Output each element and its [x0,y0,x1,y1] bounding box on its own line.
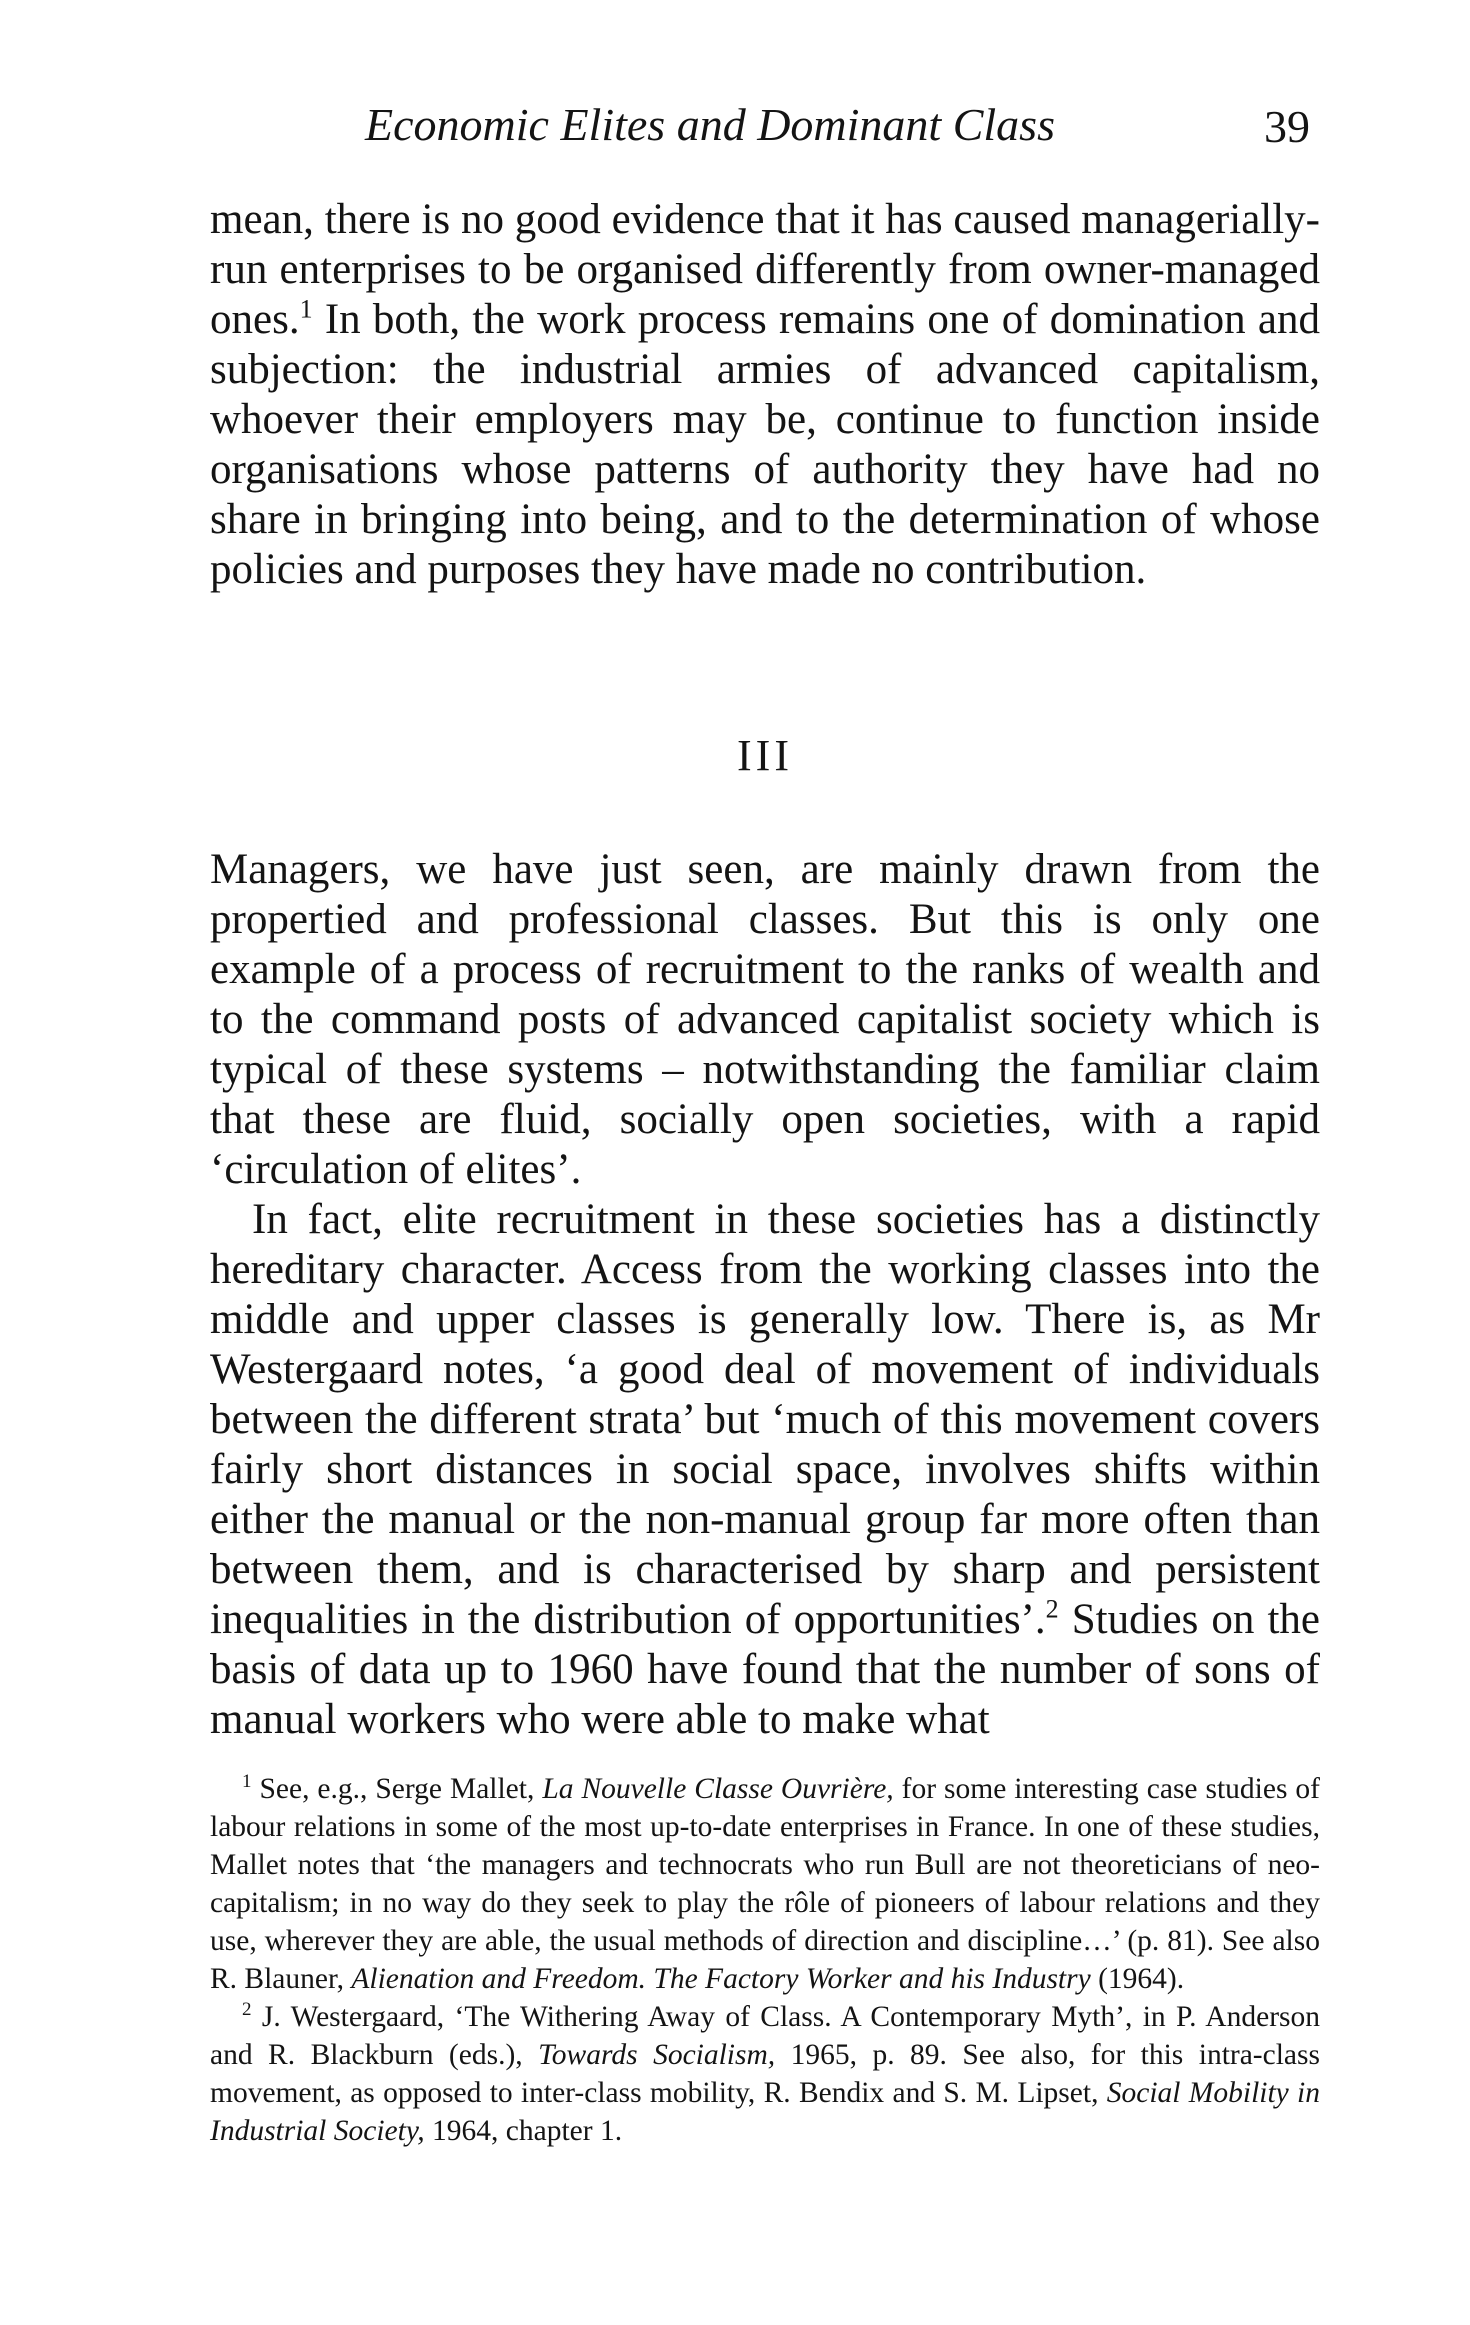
footnote-marker: 2 [242,1999,252,2021]
footnote-text: for some interesting case studies of labour relations in some of the most up-to-date enterprises in France. In one of these studies, Mallet notes that ‘the managers and technocrats who run Bull are not theoreticians of neo-capitalism; in no way do they seek to play the rôle of pioneers of labour relations and they use, wherever they are able, the usual methods of direction and discipline…’ (p. 81). See also R. Blauner, [210,1773,1320,1995]
footnotes [210,1770,1320,2150]
footnote-text: 1964, chapter 1. [424,2115,623,2147]
cited-title: Social Mobility in Industrial Society, [210,2077,1320,2147]
paragraph-text: Studies on the basis of data up to 1960 have found that the number of sons of manual workers who were able to make what [210,1596,1320,1743]
footnote-marker: 1 [242,1771,252,1793]
paragraph [210,1195,1320,1745]
footnote-ref-1: 1 [299,294,313,324]
footnote-ref-2: 2 [1045,1594,1059,1624]
paragraph-text: mean, there is no good evidence that it has caused managerially-run enterprises to be organised differently from owner-managed ones. [210,196,1320,343]
cited-title: Towards Socialism, [538,2039,776,2071]
paragraph-text: In fact, elite recruitment in these societies has a distinctly hereditary character. Access from the working classes into the middle and upper classes is generally low. There is, as Mr Westergaard notes, ‘a good deal of movement of individuals between the different strata’ but ‘much of this movement covers fairly short distances in social space, involves shifts within either the manual or the non-manual group far more often than between them, and is characterised by sharp and persistent inequalities in the distribution of opportunities’. [210,1196,1320,1643]
footnote-1 [210,1770,1320,1998]
page-header [100,88,1320,158]
page-number: 39 [1264,101,1310,152]
footnote-text: (1964). [1090,1963,1185,1995]
running-title: Economic Elites and Dominant Class [365,99,1055,150]
cited-title: Alienation and Freedom. The Factory Worker and his Industry [351,1963,1091,1995]
section-body [210,845,1320,1745]
paragraph-continuation [210,195,1320,595]
section-heading: III [737,731,793,780]
cited-title: La Nouvelle Classe Ouvrière, [542,1773,894,1805]
paragraph: Managers, we have just seen, are mainly drawn from the propertied and professional classes. But this is only one example of a process of recruitment to the ranks of wealth and to the command posts of advanced capitalist society which is typical of these systems – notwithstanding the familiar claim that these are fluid, socially open societies, with a rapid ‘circulation of elites’. [210,846,1320,1193]
footnote-text: 1965, p. 89. See also, for this intra-class movement, as opposed to inter-class mobility, R. Bendix and S. M. Lipset, [210,2039,1320,2109]
footnote-text: See, e.g., Serge Mallet, [251,1773,543,1805]
paragraph-text: In both, the work process remains one of domination and subjection: the industrial armies of advanced capitalism, whoever their employers may be, continue to function inside organisations whose patterns of authority they have had no share in bringing into being, and to the determination of whose policies and purposes they have made no contribution. [210,296,1320,593]
footnote-text: J. Westergaard, ‘The Withering Away of Class. A Contemporary Myth’, in P. Anderson and R. Blackburn (eds.), [210,2001,1320,2071]
footnote-2 [210,1998,1320,2150]
